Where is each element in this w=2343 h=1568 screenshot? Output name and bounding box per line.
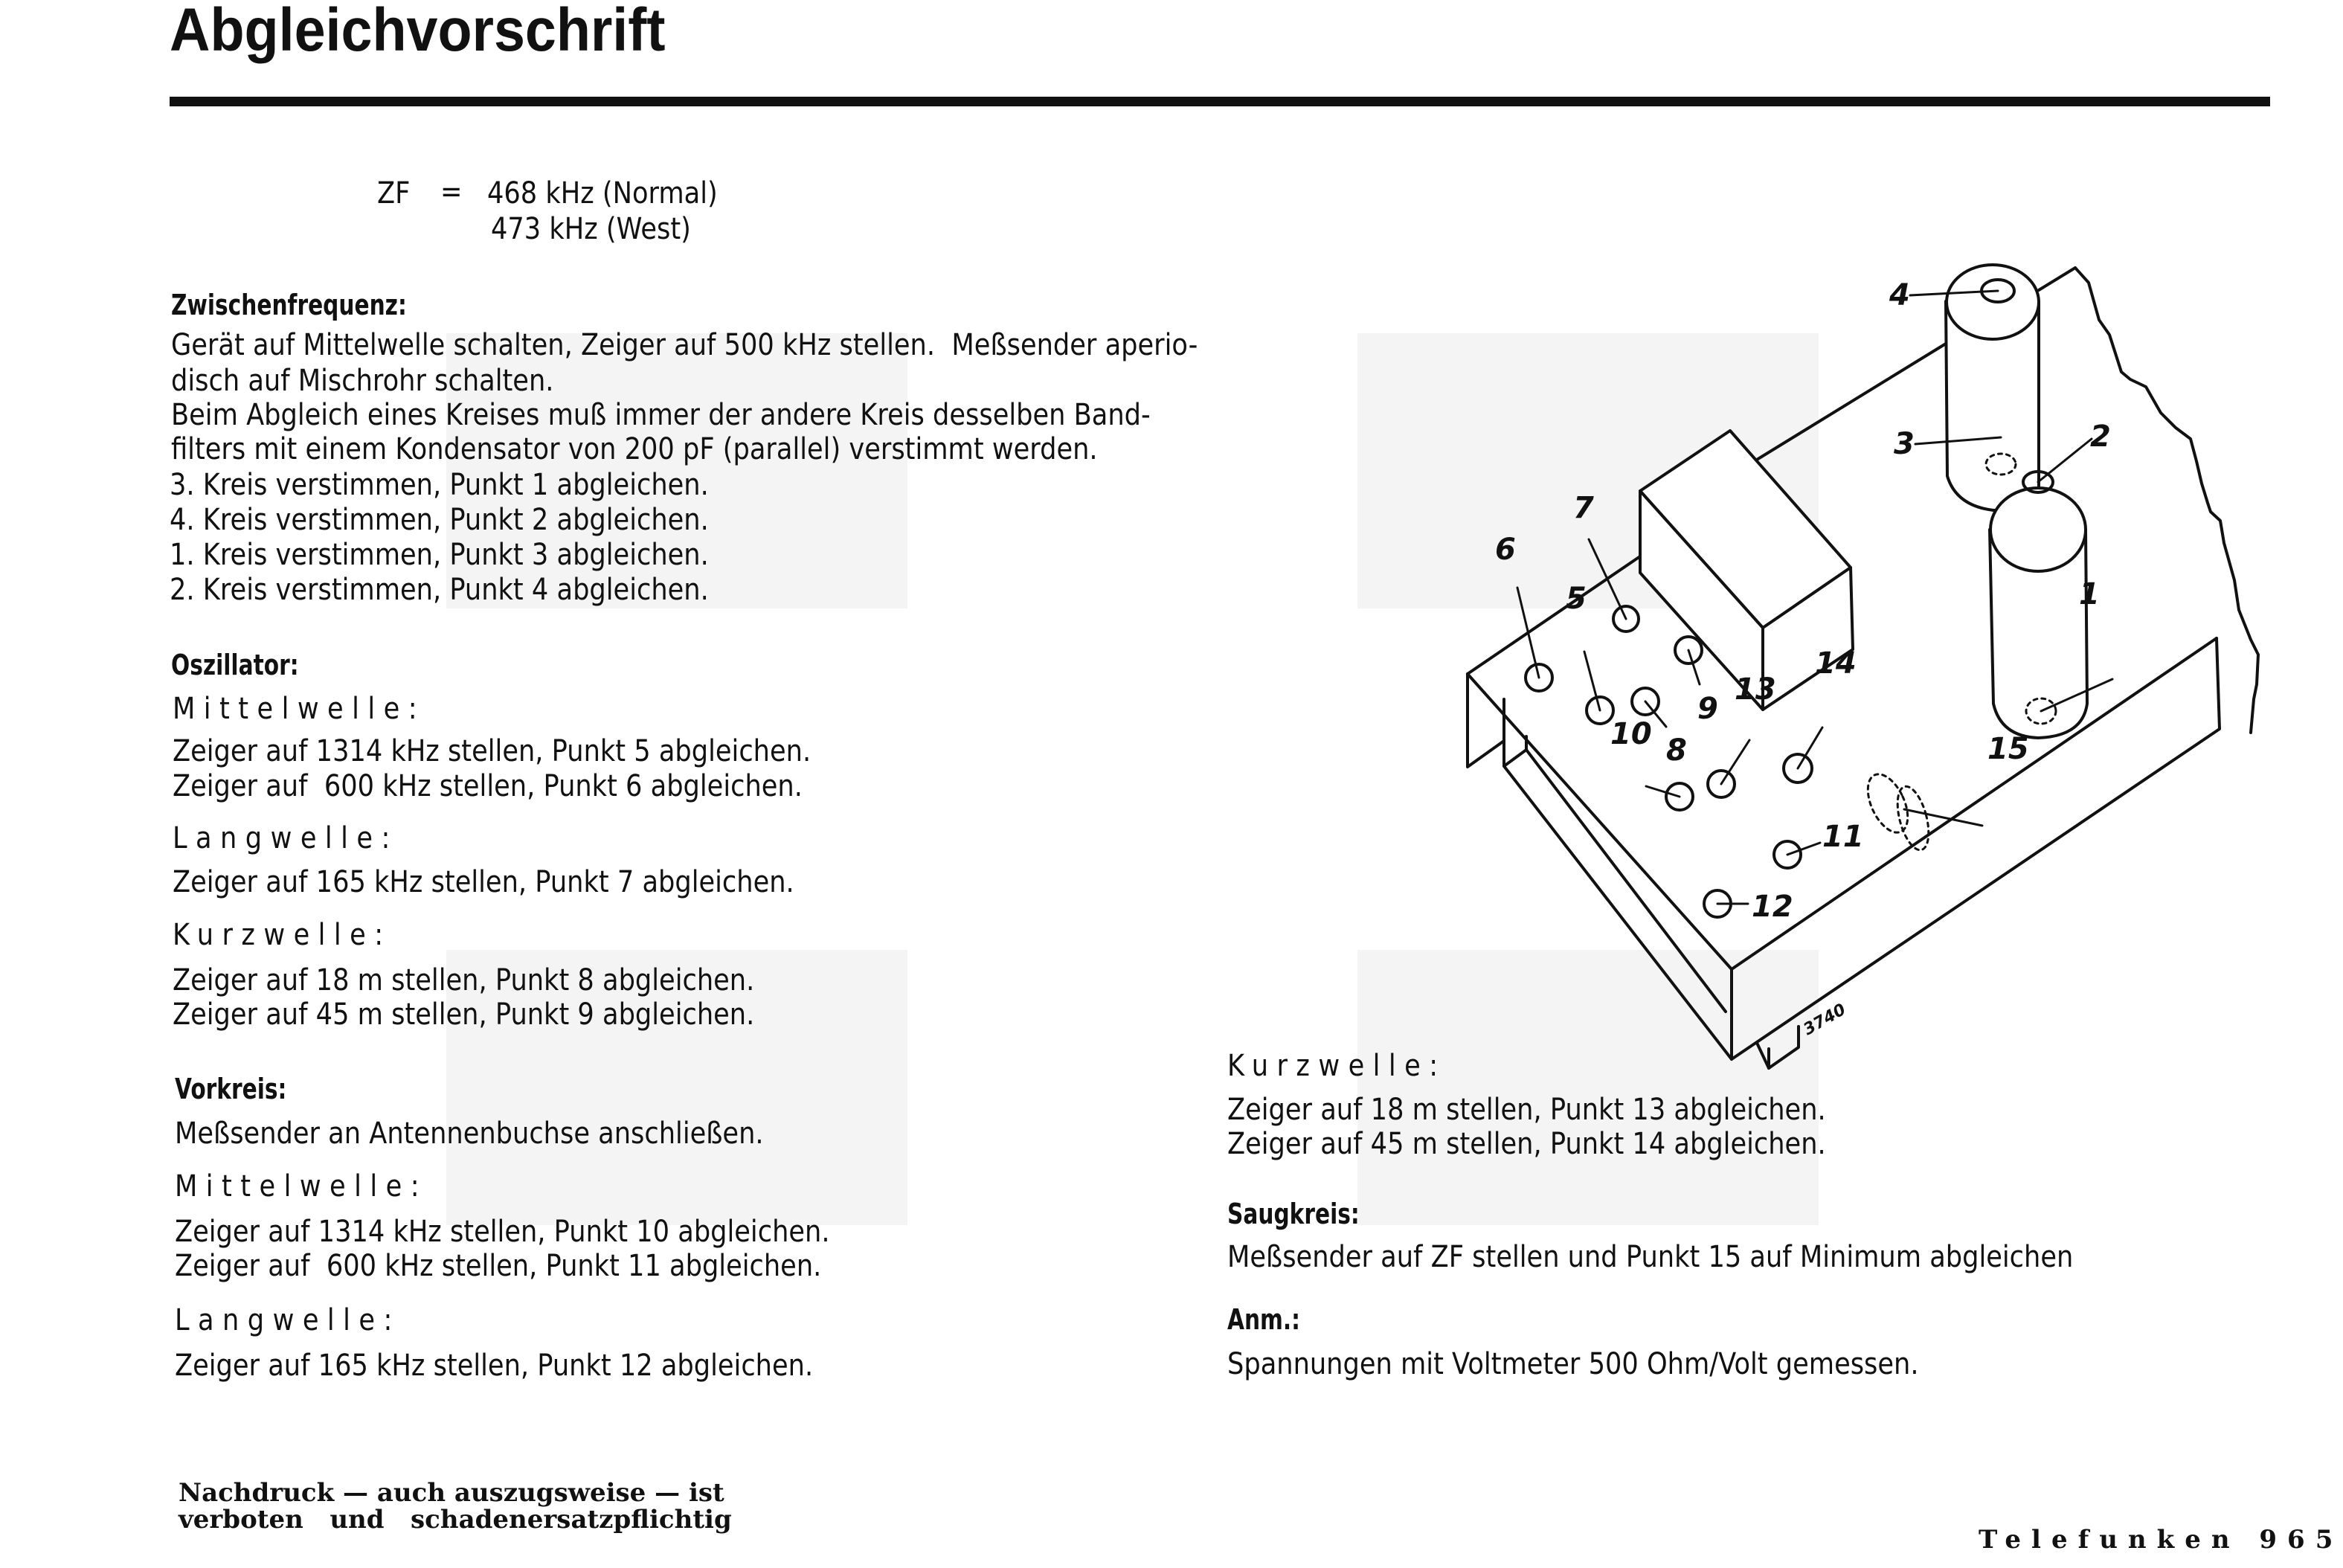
adjust-point-15 [1860, 768, 1915, 839]
connector [1757, 1026, 1799, 1068]
label-point-13: 13 [1735, 672, 1776, 707]
instruction-line: Zeiger auf 18 m stellen, Punkt 8 abgleichen. [173, 963, 755, 997]
zf-paragraph-line: Gerät auf Mittelwelle schalten, Zeiger auf 500 kHz stellen. Meßsender aperio- [171, 328, 1198, 362]
band-label-mittelwelle: Mittelwelle: [175, 1169, 428, 1204]
chassis-left-edge [1468, 674, 1732, 969]
label-point-6: 6 [1495, 533, 1516, 567]
label-point-11: 11 [1822, 820, 1864, 854]
copyright-notice-line: Nachdruck — auch auszugsweise — ist [179, 1478, 724, 1508]
saugkreis-text: Meßsender auf ZF stellen und Punkt 15 auf Minimum abgleichen [1227, 1240, 2074, 1274]
zf-paragraph-line: Beim Abgleich eines Kreises muß immer der andere Kreis desselben Band- [171, 398, 1151, 432]
label-point-1: 1 [2079, 577, 2100, 611]
label-point-8: 8 [1666, 733, 1687, 768]
zf-paragraph-line: filters mit einem Kondensator von 200 pF (parallel) verstimmt werden. [171, 432, 1098, 466]
instruction-line: Zeiger auf 18 m stellen, Punkt 13 abgleichen. [1227, 1093, 1826, 1127]
zf-step: 4. Kreis verstimmen, Punkt 2 abgleichen. [170, 503, 709, 537]
instruction-line: Zeiger auf 1314 kHz stellen, Punkt 10 abgleichen. [175, 1215, 830, 1249]
brand-label: Telefunken 965 [1979, 1525, 2343, 1555]
label-point-14: 14 [1815, 646, 1857, 681]
zf-paragraph-line: disch auf Mischrohr schalten. [171, 364, 554, 398]
zf-value-normal: 468 kHz (Normal) [487, 176, 718, 211]
label-point-10: 10 [1610, 717, 1652, 751]
chassis-left-flange [1468, 674, 1504, 767]
band-label-kurzwelle: Kurzwelle: [1227, 1049, 1447, 1083]
label-point-15: 15 [1987, 732, 2029, 766]
section-heading-oszillator: Oszillator: [171, 649, 299, 681]
leader-line [2038, 439, 2092, 482]
label-point-4: 4 [1889, 278, 1910, 312]
section-heading-vorkreis: Vorkreis: [175, 1073, 287, 1105]
instruction-line: Zeiger auf 600 kHz stellen, Punkt 6 abgleichen. [173, 769, 803, 803]
label-point-2: 2 [2090, 420, 2111, 454]
zf-step: 1. Kreis verstimmen, Punkt 3 abgleichen. [170, 538, 709, 572]
zf-value-west: 473 kHz (West) [491, 212, 691, 246]
section-heading-anm: Anm.: [1227, 1303, 1301, 1336]
zf-step: 3. Kreis verstimmen, Punkt 1 abgleichen. [170, 468, 709, 502]
instruction-line: Zeiger auf 45 m stellen, Punkt 9 abgleichen. [173, 997, 755, 1032]
label-point-9: 9 [1697, 692, 1718, 726]
zf-step: 2. Kreis verstimmen, Punkt 4 abgleichen. [170, 573, 709, 607]
instruction-line: Zeiger auf 1314 kHz stellen, Punkt 5 abgleichen. [173, 734, 811, 768]
instruction-line: Zeiger auf 165 kHz stellen, Punkt 12 abgleichen. [175, 1349, 814, 1383]
vorkreis-intro: Meßsender an Antennenbuchse anschließen. [175, 1116, 764, 1151]
label-point-12: 12 [1752, 890, 1793, 924]
label-point-3: 3 [1894, 427, 1915, 461]
figure-number: 3740 [1800, 1000, 1850, 1040]
instruction-line: Zeiger auf 600 kHz stellen, Punkt 11 abgleichen. [175, 1249, 822, 1283]
instruction-line: Zeiger auf 165 kHz stellen, Punkt 7 abgleichen. [173, 865, 794, 899]
section-heading-zwischenfrequenz: Zwischenfrequenz: [171, 289, 407, 321]
anm-text: Spannungen mit Voltmeter 500 Ohm/Volt gemessen. [1227, 1347, 1919, 1381]
band-label-langwelle: Langwelle: [173, 821, 399, 855]
band-label-mittelwelle: Mittelwelle: [173, 692, 425, 726]
chassis-left-side [1504, 722, 1732, 1059]
label-point-5: 5 [1566, 582, 1587, 616]
label-point-7: 7 [1573, 491, 1594, 525]
band-label-langwelle: Langwelle: [175, 1303, 401, 1337]
zf-label: ZF [377, 176, 411, 211]
chassis-left-inner [1504, 750, 1726, 1012]
zf-equals: = [440, 175, 463, 209]
instruction-line: Zeiger auf 45 m stellen, Punkt 14 abgleichen. [1227, 1127, 1826, 1161]
adjust-point-15 [1892, 783, 1935, 853]
chassis-front-edge [1732, 638, 2217, 969]
band-label-kurzwelle: Kurzwelle: [173, 918, 392, 952]
coil-can-front-top [1990, 488, 2086, 571]
section-heading-saugkreis: Saugkreis: [1227, 1198, 1360, 1230]
copyright-notice-line: verboten und schadenersatzpflichtig [179, 1505, 732, 1535]
page-title: Abgleichvorschrift [170, 0, 666, 64]
